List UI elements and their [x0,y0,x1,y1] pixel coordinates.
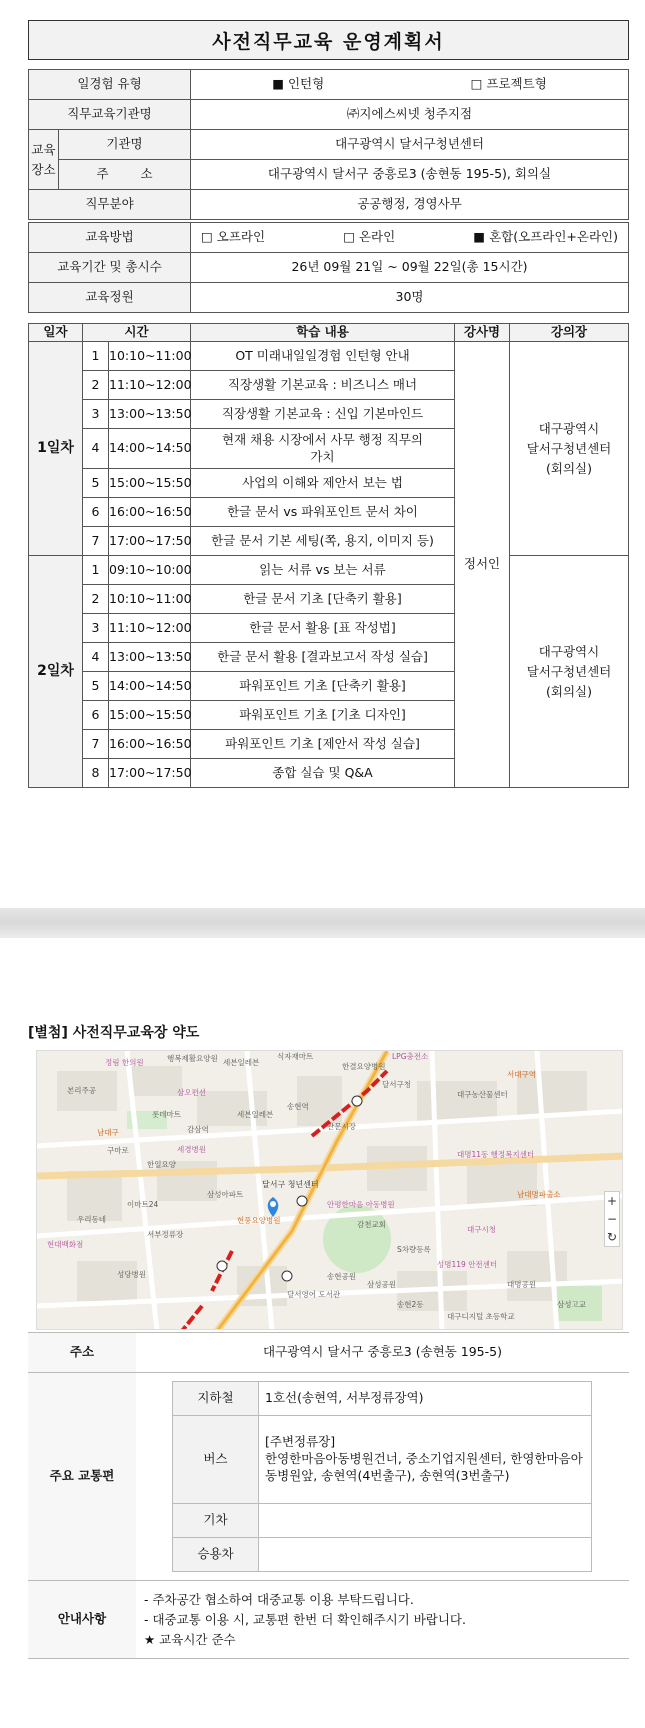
session-number: 2 [83,585,109,614]
map-place-label: 한결요양병원 [342,1062,386,1071]
transport-detail: [주변정류장] 한영한마음아동병원건너, 중소기업지원센터, 한영한마음아동병원앞, 송현역(4번출구), 송현역(3번출구) [259,1416,592,1504]
header-instructor: 강사명 [455,324,510,342]
venue-cell: 대구광역시 달서구청년센터 (회의실) [510,342,629,556]
transport-row [173,1538,592,1572]
map-place-label: 세경병원 [177,1145,206,1154]
zoom-out-button[interactable]: − [606,1212,618,1226]
method-label: 교육방법 [29,223,191,253]
refresh-map-button[interactable]: ↻ [606,1230,618,1244]
map-place-label: 행복제활요양원 [167,1054,218,1063]
session-number: 8 [83,759,109,788]
session-number: 1 [83,342,109,371]
session-number: 3 [83,400,109,429]
map-place-label: 감천교회 [357,1220,386,1229]
map-place-label: 감삼역 [187,1125,209,1134]
session-content: 파워포인트 기초 [제안서 작성 실습] [191,730,455,759]
session-time: 09:10~10:00 [109,556,191,585]
transport-detail: 1호선(송현역, 서부정류장역) [259,1382,592,1416]
address-value: 대구광역시 달서구 중흥로3 (송현동 195-5) [136,1333,629,1373]
period-label: 교육기간 및 총시수 [29,253,191,283]
page-title: 사전직무교육 운영계획서 [28,20,629,60]
map-place-label: 송현2동 [397,1300,424,1309]
session-number: 3 [83,614,109,643]
map-place-label: 송현공원 [327,1272,356,1281]
session-number: 4 [83,429,109,469]
session-time: 14:00~14:50 [109,429,191,469]
field-label: 직무분야 [29,190,191,220]
map-zoom-controls [604,1191,620,1247]
schedule-row [29,556,629,585]
session-number: 6 [83,498,109,527]
day-label: 1일차 [29,342,83,556]
map-place-label: 서대구역 [507,1070,536,1079]
method-offline-option[interactable]: □ 오프라인 [201,229,266,245]
map-place-label: 서부정류장 [147,1230,184,1239]
session-number: 6 [83,701,109,730]
address-label: 주소 [28,1333,136,1373]
map-place-label: 정림 한의원 [105,1058,144,1067]
session-content: 한글 문서 vs 파워포인트 문서 차이 [191,498,455,527]
transport-row [173,1416,592,1504]
session-time: 10:10~11:00 [109,342,191,371]
notice-item: - 대중교통 이용 시, 교통편 한번 더 확인해주시기 바랍니다. [144,1611,466,1627]
method-options [191,223,629,253]
capacity-label: 교육정원 [29,283,191,313]
session-content: 한글 문서 기초 [단축키 활용] [191,585,455,614]
session-time: 13:00~13:50 [109,643,191,672]
session-number: 7 [83,527,109,556]
map-place-label: 관문시장 [327,1122,356,1131]
session-content: 한글 문서 활용 [결과보고서 작성 실습] [191,643,455,672]
place-addr-label: 주 소 [59,160,191,190]
session-content: 한글 문서 활용 [표 작성법] [191,614,455,643]
header-venue: 강의장 [510,324,629,342]
map-place-label: 현대백화점 [47,1240,84,1249]
map-place-label: 한일요양 [147,1160,176,1169]
place-label: 교육 장소 [29,130,59,190]
map-place-label: 삼오편션 [177,1088,206,1097]
map-place-label: 송현역 [287,1102,309,1111]
session-time: 15:00~15:50 [109,701,191,730]
map-place-label: 대명공원 [507,1280,536,1289]
map-place-label: 삼성공원 [367,1280,396,1289]
method-online-option[interactable]: □ 온라인 [343,229,396,245]
transport-type: 버스 [173,1416,259,1504]
notice-label: 안내사항 [28,1581,136,1659]
map-place-label: 삼성고교 [557,1300,586,1309]
capacity-value: 30명 [191,283,629,313]
map-place-label: 본리주공 [67,1086,96,1095]
field-value: 공공행정, 경영사무 [191,190,629,220]
method-mixed-option[interactable]: ■ 혼합(오프라인+온라인) [473,229,618,245]
map-place-label: 남대구 [97,1128,119,1137]
map-place-label: 남대명파출소 [517,1190,561,1199]
type-label: 일경험 유형 [29,70,191,100]
venue-cell: 대구광역시 달서구청년센터 (회의실) [510,556,629,788]
session-time: 17:00~17:50 [109,527,191,556]
map-place-label: 성당병원 [117,1270,146,1279]
day-label: 2일차 [29,556,83,788]
schedule-row [29,342,629,371]
map-place-label: 세븐일레븐 [237,1110,274,1119]
transport-detail [259,1538,592,1572]
session-time: 11:10~12:00 [109,371,191,400]
type-intern-option[interactable]: ■ 인턴형 [272,76,325,92]
map-place-label: 롯데마트 [152,1110,181,1119]
zoom-in-button[interactable]: + [606,1194,618,1208]
annex-page [0,938,645,1728]
session-content: 한글 문서 기본 세팅(쪽, 용지, 이미지 등) [191,527,455,556]
map-place-label: 대구시청 [467,1225,496,1234]
map-place-label: 이마트24 [127,1200,159,1209]
session-content: 현재 채용 시장에서 사무 행정 직무의 가치 [191,429,455,469]
session-number: 5 [83,469,109,498]
schedule-table [28,323,629,788]
session-time: 16:00~16:50 [109,498,191,527]
session-content: 직장생활 기본교육 : 신입 기본마인드 [191,400,455,429]
notice-item: ★ 교육시간 준수 [144,1631,236,1647]
map-place-label: 현풍요양병원 [237,1216,281,1225]
map-place-label: 세븐일레븐 [223,1058,260,1067]
session-content: 읽는 서류 vs 보는 서류 [191,556,455,585]
type-options [191,70,629,100]
header-content: 학습 내용 [191,324,455,342]
transport-cell [136,1373,629,1581]
map-place-label: LPG충전소 [392,1052,429,1061]
instructor-name: 정서인 [455,342,510,788]
org-value: ㈜지에스씨넷 청주지점 [191,100,629,130]
session-content: OT 미래내일일경험 인턴형 안내 [191,342,455,371]
session-number: 1 [83,556,109,585]
transport-table [172,1381,592,1572]
map-place-label: 달서영어 도서관 [287,1290,341,1299]
map-place-label: 구마로 [107,1146,129,1155]
notice-item: - 주차공간 협소하여 대중교통 이용 부탁드립니다. [144,1591,414,1607]
session-content: 종합 실습 및 Q&A [191,759,455,788]
annex-title: [별첨] 사전직무교육장 약도 [28,1025,200,1041]
session-content: 파워포인트 기초 [단축키 활용] [191,672,455,701]
map-place-label: 대구농산물센터 [457,1090,508,1099]
map-place-label: 대명11동 행정복지센터 [457,1150,535,1159]
transport-row [173,1382,592,1416]
session-number: 5 [83,672,109,701]
session-number: 4 [83,643,109,672]
header-date: 일자 [29,324,83,342]
transport-row [173,1504,592,1538]
place-addr-value: 대구광역시 달서구 중흥로3 (송현동 195-5), 회의실 [191,160,629,190]
notice-list [136,1581,629,1659]
map-place-label: S차량등록 [397,1245,431,1254]
session-time: 13:00~13:50 [109,400,191,429]
map-place-label: 우리동네 [77,1215,106,1224]
location-map[interactable] [36,1050,623,1330]
session-number: 2 [83,371,109,400]
header-time: 시간 [83,324,191,342]
period-value: 26년 09월 21일 ~ 09월 22일(총 15시간) [191,253,629,283]
session-content: 파워포인트 기초 [기초 디자인] [191,701,455,730]
transport-detail [259,1504,592,1538]
map-place-label: 식자재마트 [277,1052,314,1061]
session-time: 10:10~11:00 [109,585,191,614]
session-time: 15:00~15:50 [109,469,191,498]
type-project-option[interactable]: □ 프로젝트형 [470,76,547,92]
map-place-label: 삼성아파트 [207,1190,244,1199]
map-place-label: 달서구청 [382,1080,411,1089]
page-separator [0,908,645,938]
session-time: 14:00~14:50 [109,672,191,701]
map-place-label: 성명119 안전센터 [437,1260,498,1269]
place-name-value: 대구광역시 달서구청년센터 [191,130,629,160]
place-name-label: 기관명 [59,130,191,160]
info-table [28,69,629,220]
location-info-table [28,1332,629,1659]
session-time: 11:10~12:00 [109,614,191,643]
map-place-label: 안평한마음 아동병원 [327,1200,395,1209]
org-label: 직무교육기관명 [29,100,191,130]
session-number: 7 [83,730,109,759]
method-table [28,222,629,313]
transport-label: 주요 교통편 [28,1373,136,1581]
session-content: 사업의 이해와 제안서 보는 법 [191,469,455,498]
map-marker-label: 달서구 청년센터 [262,1180,319,1189]
session-content: 직장생활 기본교육 : 비즈니스 매너 [191,371,455,400]
session-time: 16:00~16:50 [109,730,191,759]
map-place-label: 대구디지털 초등학교 [447,1312,515,1321]
session-time: 17:00~17:50 [109,759,191,788]
transport-type: 승용차 [173,1538,259,1572]
transport-type: 지하철 [173,1382,259,1416]
transport-type: 기차 [173,1504,259,1538]
